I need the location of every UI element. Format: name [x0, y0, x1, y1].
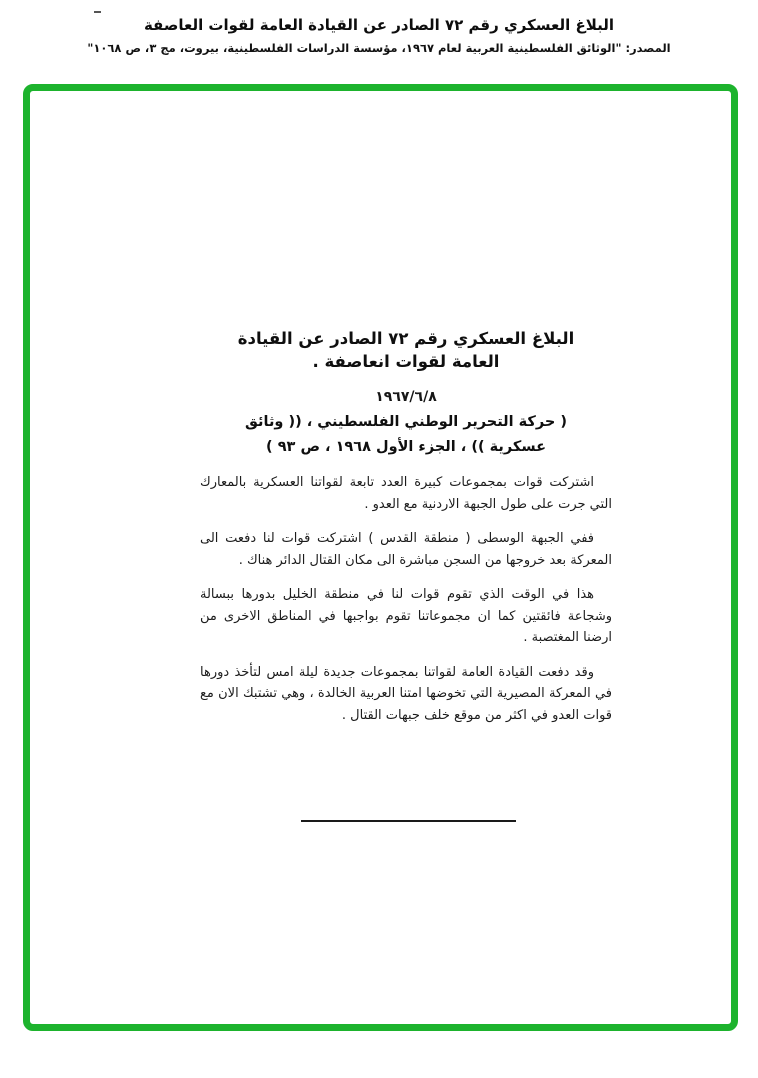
signature-rule	[301, 820, 516, 822]
stray-mark	[94, 11, 101, 13]
document-body	[200, 472, 612, 726]
body-paragraph: ففي الجبهة الوسطى ( منطقة القدس ) اشتركت قوات لنا دفعت الى المعركة بعد خروجها من السجن مباشرة الى مكان القتال الدائر هناك .	[200, 531, 612, 568]
header-source: المصدر: "الوثائق الفلسطينية العربية لعام ١٩٦٧، مؤسسة الدراسات الفلسطينية، بيروت، مج ٣، ص ١٠٦٨"	[87, 41, 671, 55]
body-paragraph: اشتركت قوات بمجموعات كبيرة العدد تابعة لقواتنا العسكرية بالمعارك التي جرت على طول الجبهة الاردنية مع العدو .	[200, 475, 612, 512]
document-date: ١٩٦٧/٦/٨	[375, 389, 437, 405]
header-title: البلاغ العسكري رقم ٧٢ الصادر عن القيادة العامة لقوات العاصفة	[143, 16, 615, 34]
document-title-line2: العامة لقوات انعاصفة .	[312, 352, 500, 371]
document-frame	[23, 84, 738, 1031]
document-title	[200, 327, 612, 373]
document-citation	[200, 410, 612, 460]
scanned-document	[200, 327, 612, 739]
body-paragraph: هذا في الوقت الذي تقوم قوات لنا في منطقة الخليل بدورها ببسالة وشجاعة فائقتين كما ان مجموعاتنا تقوم بواجبها في المناطق الاخرى من ارضنا المغتصبة .	[200, 587, 612, 645]
document-citation-line1: ( حركة التحرير الوطني الفلسطيني ، (( وثائق	[244, 414, 568, 430]
document-citation-line2: عسكرية )) ، الجزء الأول ١٩٦٨ ، ص ٩٣ )	[266, 439, 546, 455]
body-paragraph: وقد دفعت القيادة العامة لقواتنا بمجموعات جديدة ليلة امس لتأخذ دورها في المعركة المصيرية التي تخوضها امتنا العربية الخالدة ، وهي تشتبك الان مع قوات العدو في اكثر من موقع خلف جبهات القتال .	[200, 664, 612, 723]
page-header	[0, 14, 758, 56]
document-title-line1: البلاغ العسكري رقم ٧٢ الصادر عن القيادة	[237, 329, 575, 348]
